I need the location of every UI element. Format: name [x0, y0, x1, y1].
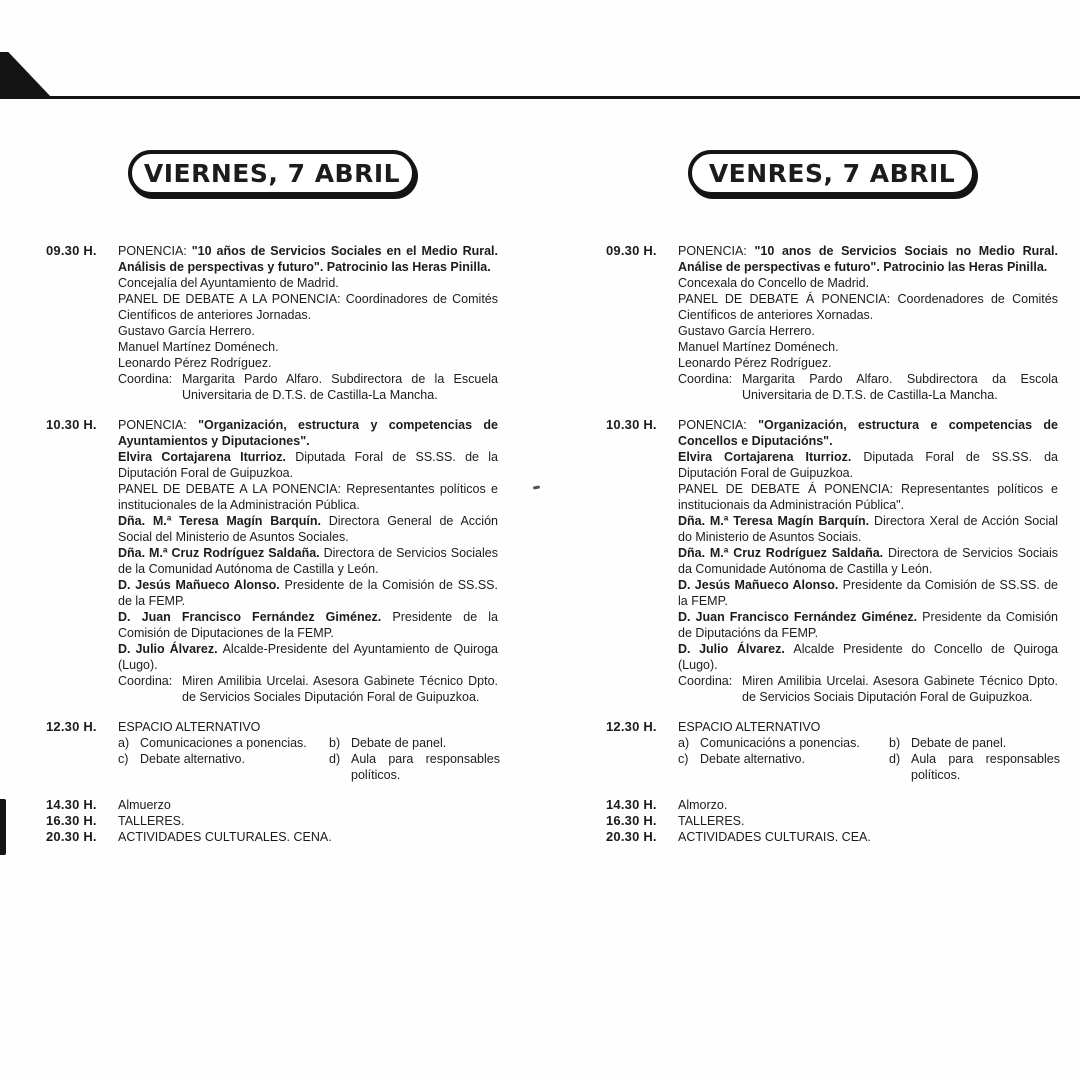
options-grid — [678, 735, 1058, 783]
entry-line — [678, 243, 1058, 275]
text-segment: PONENCIA: — [678, 418, 759, 432]
option-item — [678, 751, 887, 783]
text-segment: Elvira Cortajarena Iturrioz. — [118, 450, 296, 464]
text-segment: Gustavo García Herrero. — [118, 324, 255, 338]
text-segment: ESPACIO ALTERNATIVO — [118, 720, 261, 734]
text-segment: "Organización, estructura e competencias de Concellos e Diputacións". — [678, 418, 1058, 448]
entry-time: 10.30 H. — [606, 417, 657, 432]
options-grid — [118, 735, 498, 783]
entry-time: 09.30 H. — [46, 243, 97, 258]
coordina-text — [742, 371, 1058, 403]
text-segment: PANEL DE DEBATE Á PONENCIA: Coordenadores de Comités Científicos de anteriores Xornadas. — [678, 292, 1058, 322]
entry-line — [118, 641, 498, 673]
entry-content — [678, 829, 1058, 845]
entry-content — [678, 813, 1058, 829]
text-segment: Margarita Pardo Alfaro. Subdirectora de la Escuela Universitaria de D.T.S. de Castilla-La Mancha. — [182, 372, 498, 402]
text-segment: Diputada Foral de SS.SS. da Diputación Foral de Guipuzkoa. — [678, 450, 1058, 480]
entry-line — [678, 719, 1058, 735]
entry-line — [678, 449, 1058, 481]
coordina-line — [678, 673, 1058, 705]
option-item — [889, 751, 1060, 783]
entry-line — [118, 275, 498, 291]
entry-line — [678, 339, 1058, 355]
entry-line — [118, 797, 498, 813]
option-marker: c) — [678, 752, 689, 766]
schedule-entry — [46, 719, 498, 783]
option-item — [889, 735, 1060, 751]
text-segment: Leonardo Pérez Rodríguez. — [118, 356, 272, 370]
text-segment: D. Juan Francisco Fernández Giménez. — [678, 610, 923, 624]
text-segment: PANEL DE DEBATE A LA PONENCIA: Coordinadores de Comités Científicos de anteriores Jornadas. — [118, 292, 498, 322]
coordina-line — [678, 371, 1058, 403]
option-text: Comunicacións a ponencias. — [700, 736, 860, 750]
coordina-label: Coordina: — [678, 674, 733, 688]
coordina-line — [118, 673, 498, 705]
entry-line — [678, 829, 1058, 845]
entry-line — [678, 291, 1058, 323]
day-header-label: VIERNES, 7 ABRIL — [143, 158, 401, 188]
text-segment: Presidente da Comisión de SS.SS. de la FEMP. — [678, 578, 1058, 608]
text-segment: ACTIVIDADES CULTURAIS. CEA. — [678, 830, 871, 844]
text-segment: PONENCIA: — [678, 244, 755, 258]
schedule-entry — [46, 797, 498, 813]
entry-line — [678, 641, 1058, 673]
coordina-label: Coordina: — [118, 674, 173, 688]
option-item — [118, 735, 327, 751]
text-segment: Concexala do Concello de Madrid. — [678, 276, 870, 290]
text-segment: Presidente da Comisión de Diputacións da FEMP. — [678, 610, 1058, 640]
text-segment: D. Jesús Mañueco Alonso. — [678, 578, 843, 592]
text-segment: Dña. M.ª Cruz Rodríguez Saldaña. — [678, 546, 888, 560]
schedule-entry — [606, 243, 1058, 403]
day-header-pill — [688, 150, 976, 196]
entry-line — [118, 449, 498, 481]
entry-content — [118, 797, 498, 813]
entry-content — [118, 417, 498, 705]
text-segment: PANEL DE DEBATE Á PONENCIA: Representantes políticos e institucionais da Administración Pública". — [678, 482, 1058, 512]
option-marker: a) — [678, 736, 690, 750]
column-venres — [606, 150, 1058, 845]
text-segment: Alcalde Presidente do Concello de Quiroga (Lugo). — [678, 642, 1059, 672]
text-segment: Manuel Martínez Doménech. — [118, 340, 279, 354]
text-segment: "Organización, estructura y competencias de Ayuntamientos y Diputaciones". — [118, 418, 498, 448]
coordina-text — [182, 673, 498, 705]
schedule-entry — [46, 813, 498, 829]
entry-content — [678, 719, 1058, 783]
text-segment: Manuel Martínez Doménech. — [678, 340, 839, 354]
schedule-entry — [606, 417, 1058, 705]
entry-line — [678, 813, 1058, 829]
scan-artifact-speck — [533, 485, 540, 489]
schedule-entry — [606, 829, 1058, 845]
scan-artifact-top-line — [0, 96, 1080, 99]
text-segment: TALLERES. — [678, 814, 745, 828]
entry-line — [118, 609, 498, 641]
entry-content — [678, 797, 1058, 813]
schedule-entry — [46, 417, 498, 705]
entry-time: 10.30 H. — [46, 417, 97, 432]
entry-line — [678, 417, 1058, 449]
entry-line — [118, 243, 498, 275]
entry-line — [678, 513, 1058, 545]
coordina-text — [742, 673, 1058, 705]
entry-content — [118, 243, 498, 403]
option-item — [678, 735, 887, 751]
schedule-viernes — [46, 243, 498, 845]
text-segment: Dña. M.ª Teresa Magín Barquín. — [118, 514, 329, 528]
text-segment: Directora Xeral de Acción Social do Ministerio de Asuntos Sociais. — [678, 514, 1059, 544]
text-segment: "10 anos de Servicios Sociais no Medio Rural. Análise de perspectivas e futuro". Patrocinio las Heras Pinilla. — [678, 244, 1058, 274]
option-text: Debate de panel. — [351, 736, 447, 750]
option-text: Comunicaciones a ponencias. — [140, 736, 307, 750]
text-segment: Presidente de la Comisión de SS.SS. de la FEMP. — [118, 578, 498, 608]
text-segment: Directora de Servicios Sociales de la Comunidad Autónoma de Castilla y León. — [118, 546, 498, 576]
text-segment: D. Juan Francisco Fernández Giménez. — [118, 610, 393, 624]
schedule-entry — [606, 797, 1058, 813]
text-segment: PONENCIA: — [118, 244, 192, 258]
option-marker: d) — [889, 752, 901, 766]
schedule-venres — [606, 243, 1058, 845]
entry-line — [678, 355, 1058, 371]
schedule-entry — [46, 829, 498, 845]
entry-line — [678, 323, 1058, 339]
text-segment: Almorzo. — [678, 798, 728, 812]
schedule-entry — [606, 719, 1058, 783]
entry-time: 12.30 H. — [606, 719, 657, 734]
scan-artifact-side-mark — [0, 799, 6, 855]
option-marker: a) — [118, 736, 130, 750]
text-segment: Leonardo Pérez Rodríguez. — [678, 356, 832, 370]
text-segment: D. Julio Álvarez. — [678, 642, 794, 656]
text-segment: Directora de Servicios Sociais da Comunidade Autónoma de Castilla y León. — [678, 546, 1058, 576]
entry-time: 09.30 H. — [606, 243, 657, 258]
text-segment: Margarita Pardo Alfaro. Subdirectora da Escola Universitaria de D.T.S. de Castilla-La Mancha. — [742, 372, 1058, 402]
entry-content — [118, 813, 498, 829]
text-segment: Concejalía del Ayuntamiento de Madrid. — [118, 276, 339, 290]
option-item — [329, 735, 500, 751]
text-segment: Elvira Cortajarena Iturrioz. — [678, 450, 864, 464]
entry-content — [678, 417, 1058, 705]
entry-line — [118, 513, 498, 545]
entry-time: 14.30 H. — [606, 797, 657, 812]
text-segment: Miren Amilibia Urcelai. Asesora Gabinete Técnico Dpto. de Servicios Sociais Diputación Foral de Guipuzkoa. — [742, 674, 1058, 704]
text-segment: Gustavo García Herrero. — [678, 324, 815, 338]
text-segment: PANEL DE DEBATE A LA PONENCIA: Representantes políticos e institucionales de la Administración Pública. — [118, 482, 498, 512]
entry-time: 16.30 H. — [46, 813, 97, 828]
coordina-line — [118, 371, 498, 403]
entry-line — [118, 719, 498, 735]
entry-time: 16.30 H. — [606, 813, 657, 828]
option-text: Aula para responsables políticos. — [911, 752, 1060, 782]
option-marker: b) — [889, 736, 901, 750]
text-segment: Miren Amilibia Urcelai. Asesora Gabinete Técnico Dpto. de Servicios Sociales Diputación Foral de Guipuzkoa. — [182, 674, 498, 704]
scan-artifact-corner-wedge — [0, 52, 52, 98]
text-segment: Diputada Foral de SS.SS. de la Diputación Foral de Guipuzkoa. — [118, 450, 498, 480]
day-header-label: VENRES, 7 ABRIL — [708, 158, 956, 188]
entry-line — [118, 291, 498, 323]
option-item — [118, 751, 327, 783]
entry-line — [118, 813, 498, 829]
entry-line — [118, 417, 498, 449]
entry-line — [678, 545, 1058, 577]
entry-line — [678, 577, 1058, 609]
text-segment: Alcalde-Presidente del Ayuntamiento de Quiroga (Lugo). — [118, 642, 499, 672]
entry-time: 14.30 H. — [46, 797, 97, 812]
text-segment: ACTIVIDADES CULTURALES. CENA. — [118, 830, 332, 844]
option-text: Aula para responsables políticos. — [351, 752, 500, 782]
entry-line — [118, 577, 498, 609]
text-segment: Directora General de Acción Social del Ministerio de Asuntos Sociales. — [118, 514, 498, 544]
entry-line — [118, 355, 498, 371]
option-item — [329, 751, 500, 783]
day-header-pill — [128, 150, 416, 196]
text-segment: PONENCIA: — [118, 418, 199, 432]
option-marker: d) — [329, 752, 341, 766]
entry-time: 20.30 H. — [606, 829, 657, 844]
text-segment: D. Jesús Mañueco Alonso. — [118, 578, 285, 592]
entry-content — [118, 829, 498, 845]
text-segment: Dña. M.ª Cruz Rodríguez Saldaña. — [118, 546, 324, 560]
entry-content — [678, 243, 1058, 403]
column-viernes — [46, 150, 498, 845]
entry-line — [678, 481, 1058, 513]
entry-line — [118, 829, 498, 845]
text-segment: TALLERES. — [118, 814, 185, 828]
entry-line — [678, 797, 1058, 813]
entry-line — [118, 545, 498, 577]
entry-content — [118, 719, 498, 783]
option-marker: c) — [118, 752, 129, 766]
coordina-label: Coordina: — [678, 372, 733, 386]
entry-line — [118, 481, 498, 513]
option-text: Debate alternativo. — [140, 752, 245, 766]
text-segment: ESPACIO ALTERNATIVO — [678, 720, 821, 734]
entry-time: 20.30 H. — [46, 829, 97, 844]
text-segment: Dña. M.ª Teresa Magín Barquín. — [678, 514, 874, 528]
coordina-text — [182, 371, 498, 403]
option-text: Debate alternativo. — [700, 752, 805, 766]
schedule-entry — [606, 813, 1058, 829]
text-segment: Almuerzo — [118, 798, 171, 812]
text-segment: "10 años de Servicios Sociales en el Medio Rural. Análisis de perspectivas y futuro". Patrocinio las Heras Pinilla. — [118, 244, 498, 274]
entry-line — [678, 609, 1058, 641]
text-segment: D. Julio Álvarez. — [118, 642, 223, 656]
option-marker: b) — [329, 736, 341, 750]
schedule-entry — [46, 243, 498, 403]
text-segment: Presidente de la Comisión de Diputaciones de la FEMP. — [118, 610, 498, 640]
coordina-label: Coordina: — [118, 372, 173, 386]
entry-line — [118, 339, 498, 355]
option-text: Debate de panel. — [911, 736, 1007, 750]
entry-time: 12.30 H. — [46, 719, 97, 734]
entry-line — [678, 275, 1058, 291]
entry-line — [118, 323, 498, 339]
